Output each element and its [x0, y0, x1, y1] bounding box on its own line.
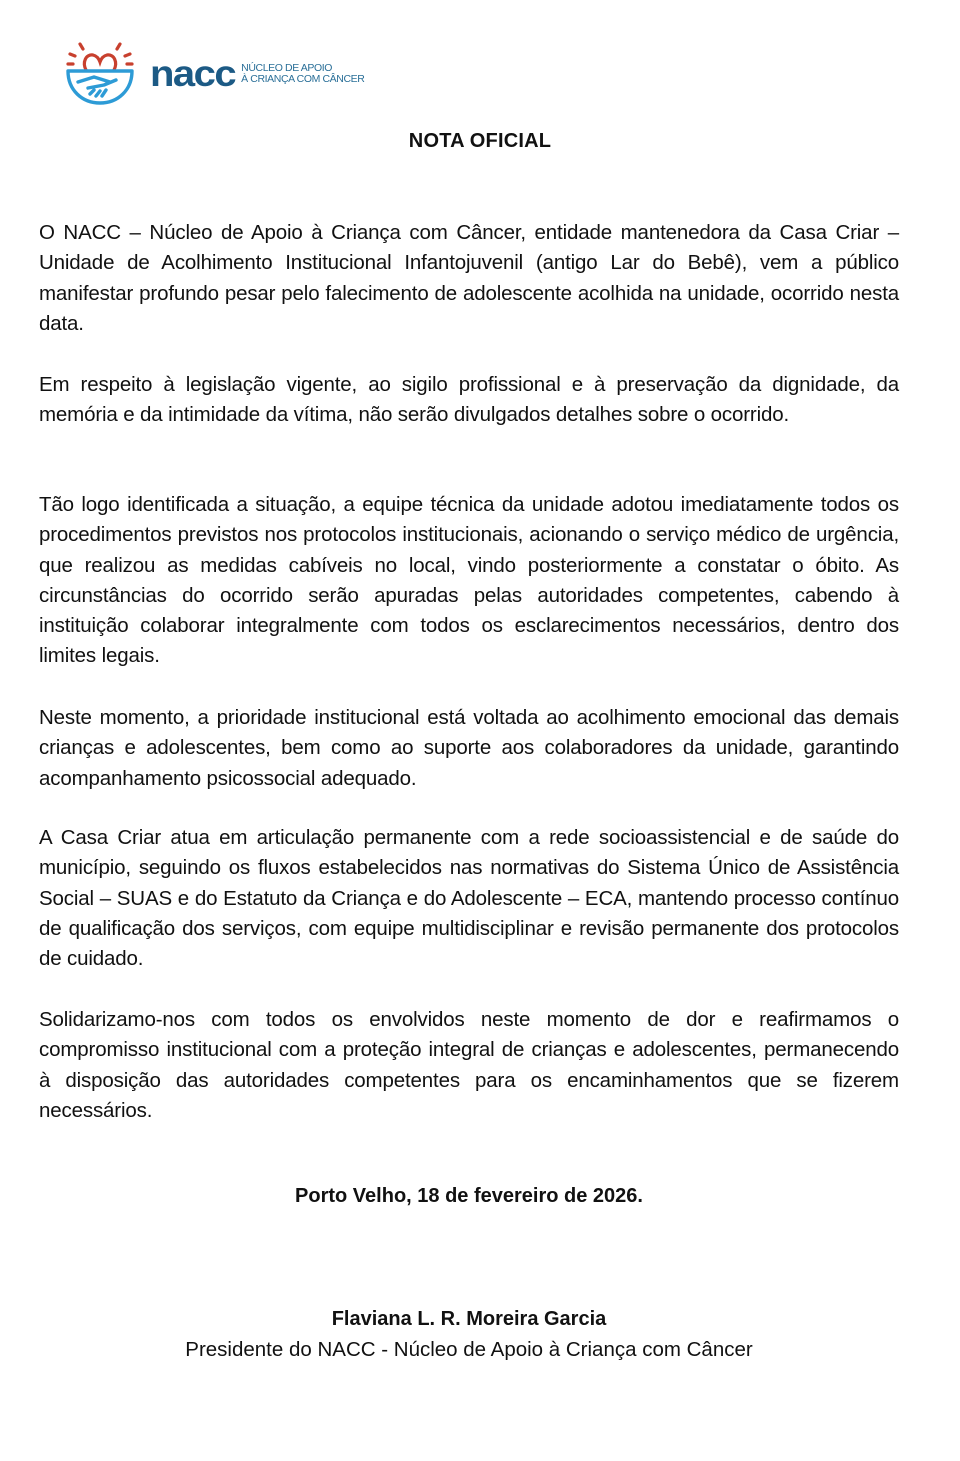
- signer-role: Presidente do NACC - Núcleo de Apoio à Criança com Câncer: [185, 1338, 753, 1361]
- logo-tagline: [241, 63, 364, 85]
- paragraph: Em respeito à legislação vigente, ao sigilo profissional e à preservação da dignidade, da memória e da intimidade da vítima, não serão divulgados detalhes sobre o ocorrido.: [39, 373, 899, 427]
- paragraph: O NACC – Núcleo de Apoio à Criança com Câncer, entidade mantenedora da Casa Criar – Unidade de Acolhimento Institucional Infantojuvenil (antigo Lar do Bebê), vem a público manifestar profundo pesar pelo falecimento de adolescente acolhida na unidade, ocorrido nesta data.: [39, 221, 899, 335]
- nacc-logo: [64, 40, 364, 108]
- logo-tagline-line2: À CRIANÇA COM CÂNCER: [241, 73, 365, 85]
- logo-wordmark: nacc: [150, 53, 236, 95]
- place-and-date: Porto Velho, 18 de fevereiro de 2026.: [295, 1185, 643, 1207]
- logo-tagline-line1: NÚCLEO DE APOIO: [241, 62, 333, 74]
- paragraph: Solidarizamo-nos com todos os envolvidos neste momento de dor e reafirmamos o compromisso institucional com a proteção integral de crianças e adolescentes, permanecendo à disposição das autoridades competentes para os encaminhamentos que se fizerem necessários.: [39, 1008, 899, 1122]
- paragraph: Tão logo identificada a situação, a equipe técnica da unidade adotou imediatamente todos os procedimentos previstos nos protocolos institucionais, acionando o serviço médico de urgência, que realizou as medidas cabíveis no local, vindo posteriormente a constatar o óbito. As circunstâncias do ocorrido serão apuradas pelas autoridades competentes, cabendo à instituição colaborar integralmente com todos os esclarecimentos necessários, dentro dos limites legais.: [39, 493, 899, 668]
- document-title: NOTA OFICIAL: [408, 130, 552, 152]
- paragraph: A Casa Criar atua em articulação permanente com a rede socioassistencial e de saúde do município, seguindo os fluxos estabelecidos nas normativas do Sistema Único de Assistência Social – SUAS e do Estatuto da Criança e do Adolescente – ECA, mantendo processo contínuo de qualificação dos serviços, com equipe multidisciplinar e revisão permanente dos protocolos de cuidado.: [39, 826, 899, 971]
- signer-name: Flaviana L. R. Moreira Garcia: [331, 1308, 607, 1330]
- heart-handshake-icon: [64, 40, 136, 108]
- paragraph: Neste momento, a prioridade institucional está voltada ao acolhimento emocional das demais crianças e adolescentes, bem como ao suporte aos colaboradores da unidade, garantindo acompanhamento psicossocial adequado.: [39, 706, 899, 790]
